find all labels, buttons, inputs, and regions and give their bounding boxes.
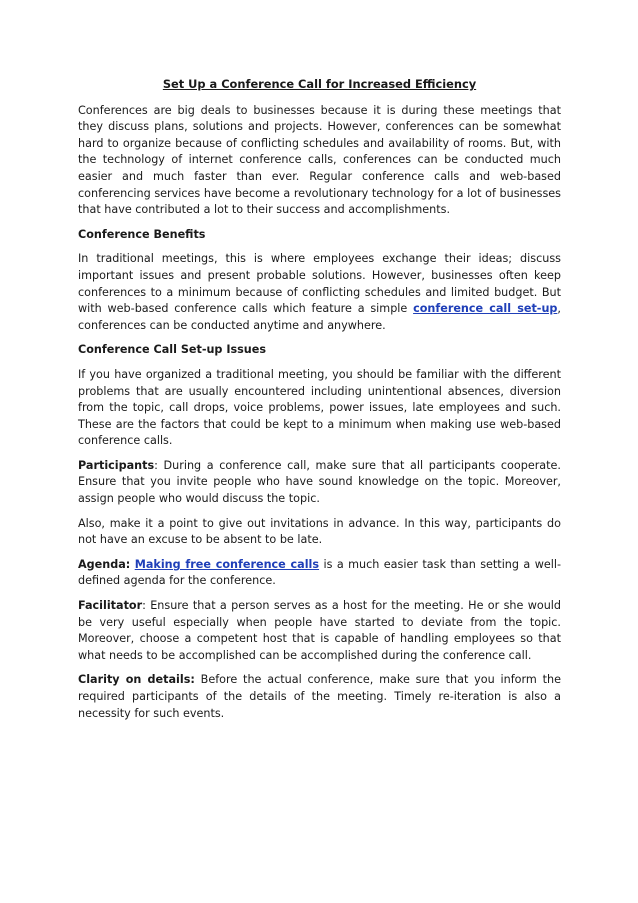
facilitator-label: Facilitator [78,599,143,613]
intro-paragraph: Conferences are big deals to businesses because it is during these meetings that they discuss plans, solutions and projects. However, conferences can be somewhat hard to organize because of conflicting schedules and availability of rooms. But, with the technology of internet conference calls, conferences can be conducted much easier and much faster than ever. Regular conference calls and web-based conferencing services have become a revolutionary technology for a lot of businesses that have contributed a lot to their success and accomplishments. [78,103,561,217]
benefits-heading: Conference Benefits [78,227,206,241]
participants-text: : During a conference call, make sure that all participants cooperate. Ensure that you invite people who have sound knowledge on the topic. Moreover, assign people who would discuss the topic. [78,458,561,506]
clarity-text: Before the actual conference, make sure that you inform the required participants of the details of the meeting. Timely re-iteration is also a necessity for such events. [78,673,561,720]
benefits-text-before: In traditional meetings, this is where employees exchange their ideas; discuss important issues and present probable solutions. However, businesses often keep conferences to a minimum because of conflicting schedules and limited budget. But with web-based conference calls which feature a simple [78,252,561,316]
clarity-label: Clarity on details: [78,673,195,687]
invitations-paragraph: Also, make it a point to give out invitations in advance. In this way, participants do not have an excuse to be absent to be late. [78,516,561,547]
participants-paragraph [78,458,561,508]
benefits-text-after: , conferences can be conducted anytime and anywhere. [78,302,561,332]
document-title: Set Up a Conference Call for Increased Efficiency [162,77,477,91]
benefits-paragraph [78,251,561,334]
conference-call-setup-link[interactable]: conference call set-up [413,302,558,316]
issues-heading: Conference Call Set-up Issues [78,343,267,357]
agenda-paragraph [78,557,561,590]
clarity-paragraph [78,672,561,722]
facilitator-paragraph [78,598,561,664]
issues-paragraph: If you have organized a traditional meeting, you should be familiar with the different problems that are usually encountered including unintentional absences, diversion from the topic, call drops, voice problems, power issues, late employees and such. These are the factors that could be kept to a minimum when making use web-based conference calls. [78,367,561,448]
facilitator-text: : Ensure that a person serves as a host for the meeting. He or she would be very useful especially when people have started to deviate from the topic. Moreover, choose a competent host that is capable of handling employees so that what needs to be accomplished can be accomplished during the conference call. [78,599,561,662]
participants-label: Participants [78,458,155,472]
agenda-text: is a much easier task than setting a well-defined agenda for the conference. [78,557,561,588]
agenda-label: Agenda: [78,557,131,571]
document-page [78,76,561,730]
making-free-conference-calls-link[interactable]: Making free conference calls [134,557,320,571]
